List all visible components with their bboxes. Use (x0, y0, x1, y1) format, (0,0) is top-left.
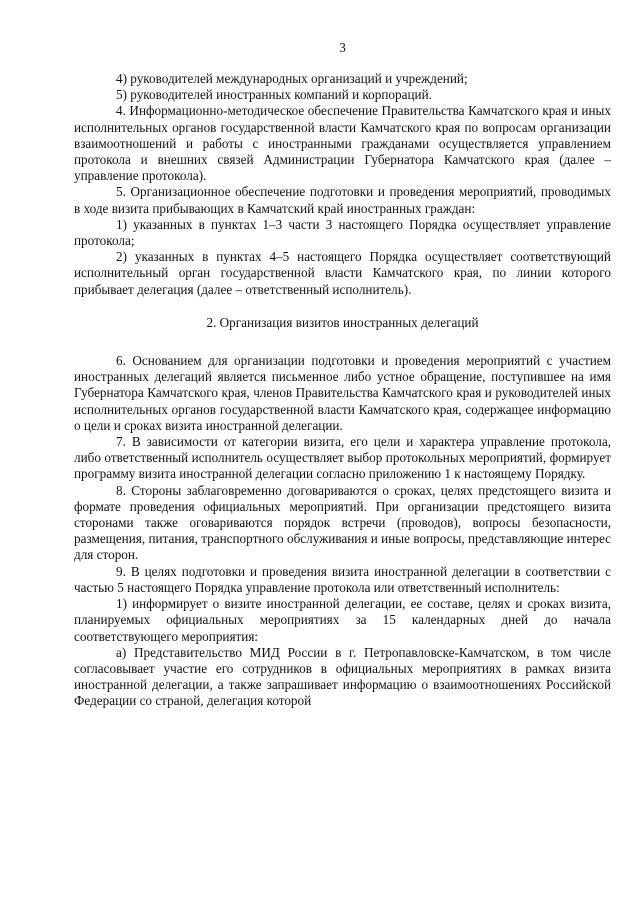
paragraph-9-item-1: 1) информирует о визите иностранной делегации, ее составе, целях и сроках визита, планируемых официальных мероприятиях за 15 календарных дней до начала соответствующего мероприятия: (74, 596, 611, 644)
paragraph-4: 4. Информационно-методическое обеспечение Правительства Камчатского края и иных исполнительных органов государственной власти Камчатского края по вопросам организации взаимоотношений и работы с иностранными гражданами осуществляется управлением протокола и внешних связей Администрации Губернатора Камчатского края (далее – управление протокола). (74, 103, 611, 184)
section-heading: 2. Организация визитов иностранных делегаций (206, 314, 479, 330)
paragraph-5: 5. Организационное обеспечение подготовки и проведения мероприятий, проводимых в ходе визита прибывающих в Камчатский край иностранных граждан: (74, 184, 611, 216)
paragraph-item-5: 5) руководителей иностранных компаний и корпораций. (116, 87, 432, 103)
paragraph-7: 7. В зависимости от категории визита, его цели и характера управление протокола, либо ответственный исполнитель осуществляет выбор протокольных мероприятий, формирует программу визита иностранной делегации согласно приложению 1 к настоящему Порядку. (74, 434, 611, 482)
paragraph-8: 8. Стороны заблаговременно договариваются о сроках, целях предстоящего визита и формате проведения официальных мероприятий. При организации предстоящего визита сторонами также оговариваются порядок встречи (проводов), вопросы безопасности, размещения, питания, транспортного обслуживания и иные вопросы, представляющие интерес для сторон. (74, 482, 611, 563)
paragraph-5-item-2: 2) указанных в пунктах 4–5 настоящего Порядка осуществляет соответствующий исполнительный орган государственной власти Камчатского края, по линии которого прибывает делегация (далее – ответственный исполнитель). (74, 249, 611, 297)
paragraph-6: 6. Основанием для организации подготовки и проведения мероприятий с участием иностранных делегаций является письменное либо устное обращение, поступившее на имя Губернатора Камчатского края, членов Правительства Камчатского края и руководителей иных исполнительных органов государственной власти Камчатского края, содержащее информацию о цели и сроках визита иностранной делегации. (74, 353, 611, 433)
paragraph-5-item-1: 1) указанных в пунктах 1–3 части 3 настоящего Порядка осуществляет управление протокола; (74, 216, 611, 249)
paragraph-item-4: 4) руководителей международных организаций и учреждений; (116, 71, 468, 86)
document-body (74, 71, 611, 710)
page-number: 3 (339, 40, 346, 55)
paragraph-9: 9. В целях подготовки и проведения визита иностранной делегации в соответствии с частью 5 настоящего Порядка управление протокола или ответственный исполнитель: (74, 563, 611, 595)
paragraph-9-item-1-a: а) Представительство МИД России в г. Петропавловске-Камчатском, в том числе согласовывает участие его сотрудников в официальных мероприятиях в рамках визита иностранной делегации, а также запрашивает информацию о взаимоотношениях Российской Федерации со страной, делегация которой (74, 644, 611, 709)
